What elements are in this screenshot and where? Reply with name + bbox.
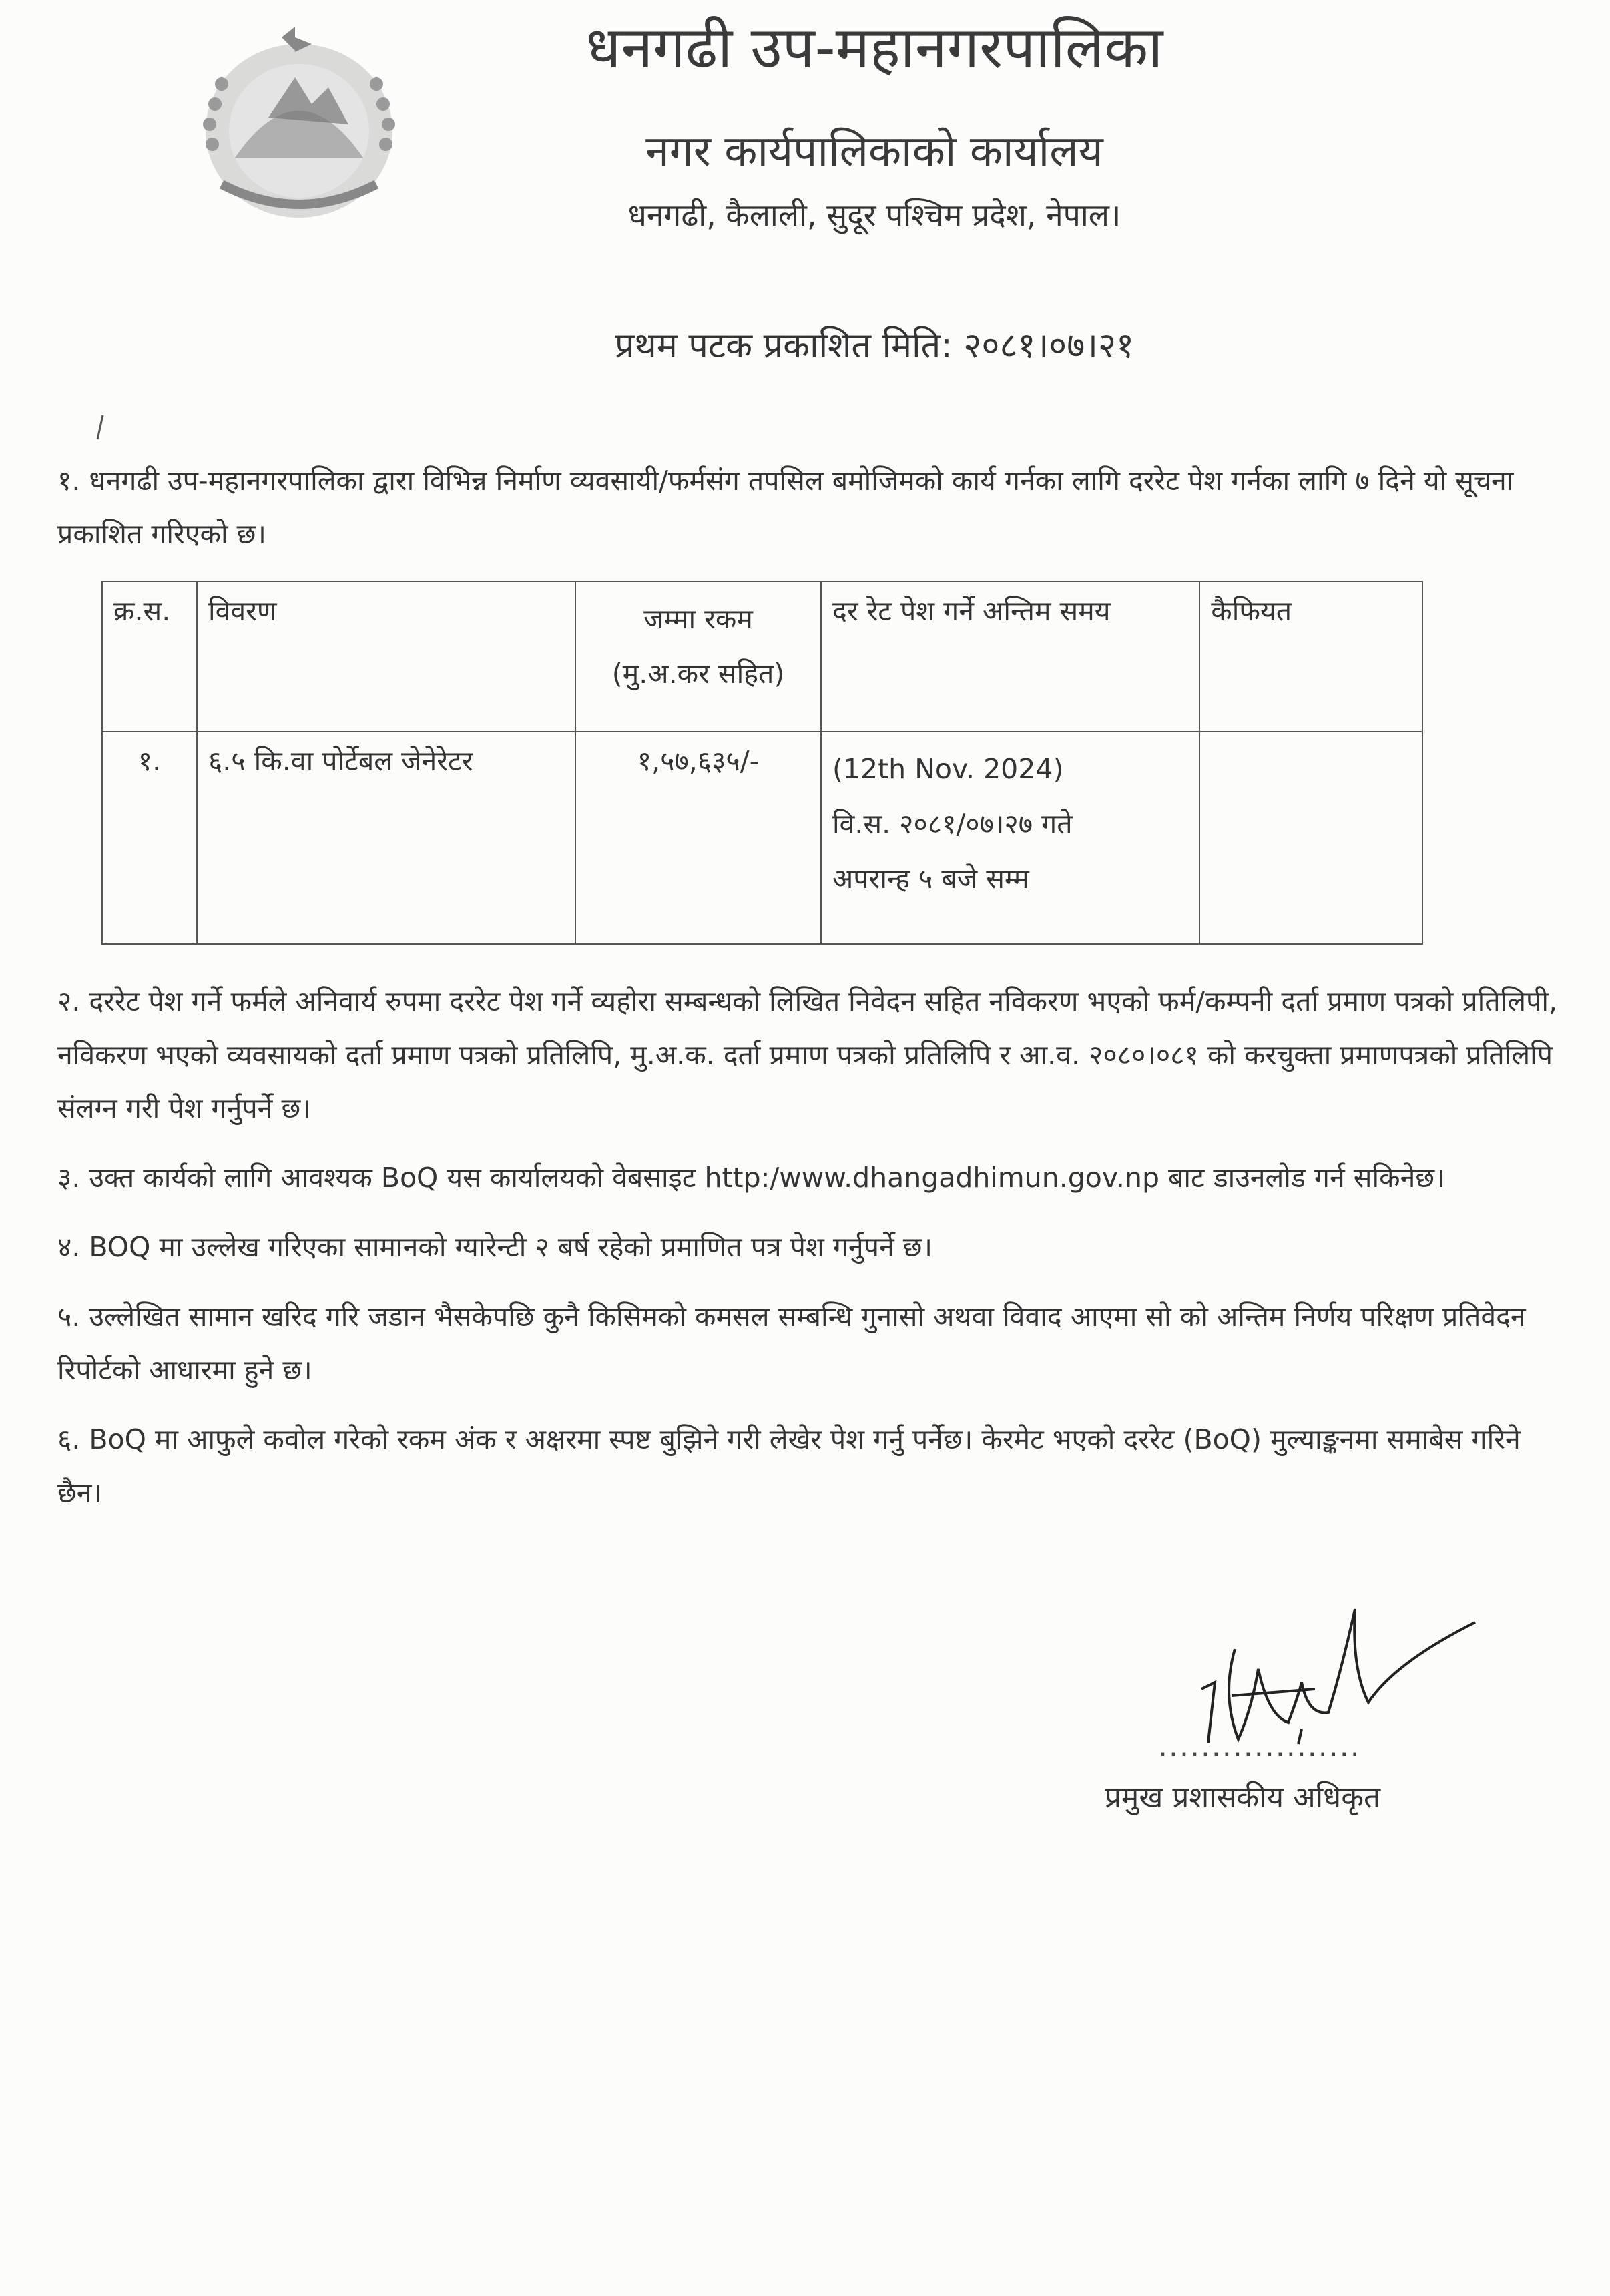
deadline-time: अपरान्ह ५ बजे सम्म (832, 863, 1029, 895)
deadline-english: (12th Nov. 2024) (832, 753, 1064, 785)
header-description: विवरण (197, 582, 575, 732)
intro-text: १. धनगढी उप-महानगरपालिका द्वारा विभिन्न निर्माण व्यवसायी/फर्मसंग तपसिल बमोजिमको कार्य गर्नका लागि दररेट पेश गर्नका लागि ७ दिने यो सूचना प्रकाशित गरिएको छ। (57, 465, 1514, 550)
condition-6: ६. BoQ मा आफुले कवोल गरेको रकम अंक र अक्षरमा स्पष्ट बुझिने गरी लेखेर पेश गर्नु पर्नेछ। केरमेट भएको दररेट (BoQ) मुल्याङ्कनमा समाबेस गरिने छैन। (57, 1423, 1521, 1509)
office-title: नगर कार्यपालिकाको कार्यालय (645, 127, 1103, 176)
table-row (102, 732, 1422, 944)
cell-remarks (1199, 732, 1422, 944)
pen-mark-icon (93, 414, 107, 441)
deadline-date: वि.स. २०८१/०७।२७ गते (832, 808, 1073, 840)
rate-table (101, 581, 1423, 945)
header-remarks: कैफियत (1199, 582, 1422, 732)
office-address: धनगढी, कैलाली, सुदूर पश्चिम प्रदेश, नेपाल। (627, 197, 1121, 233)
header-amount-note: (मु.अ.कर सहित) (611, 658, 785, 690)
signature-line: ................... (1158, 1729, 1361, 1763)
condition-5: ५. उल्लेखित सामान खरिद गरि जडान भैसकेपछि कुनै किसिमको कमसल सम्बन्धि गुनासो अथवा विवाद आएमा सो को अन्तिम निर्णय परिक्षण प्रतिवेदन रिपोर्टको आधारमा हुने छ। (57, 1301, 1526, 1386)
officer-title: प्रमुख प्रशासकीय अधिकृत (1105, 1781, 1381, 1815)
condition-4: ४. BOQ मा उल्लेख गरिएका सामानको ग्यारेन्टी २ बर्ष रहेको प्रमाणित पत्र पेश गर्नुपर्ने छ। (57, 1231, 933, 1263)
nepal-emblem-icon (195, 24, 403, 228)
cell-deadline (821, 732, 1199, 944)
intro-paragraph (57, 454, 1566, 561)
publication-date: प्रथम पटक प्रकाशित मिति: २०८१।०७।२१ (614, 326, 1135, 366)
municipality-title: धनगढी उप-महानगरपालिका (585, 15, 1163, 81)
header-amount-label: जम्मा रकम (643, 603, 753, 635)
condition-2: २. दररेट पेश गर्ने फर्मले अनिवार्य रुपमा दररेट पेश गर्ने व्यहोरा सम्बन्धको लिखित निवेदन सहित नविकरण भएको फर्म/कम्पनी दर्ता प्रमाण पत्रको प्रतिलिपी, नविकरण भएको व्यवसायको दर्ता प्रमाण पत्रको प्रतिलिपि, मु.अ.क. दर्ता प्रमाण पत्रको प्रतिलिपि र आ.व. २०८०।०८१ को करचुक्ता प्रमाणपत्रको प्रतिलिपि संलग्न गरी पेश गर्नुपर्ने छ। (57, 985, 1557, 1124)
cell-description: ६.५ कि.वा पोर्टेबल जेनेरेटर (197, 732, 575, 944)
header-deadline: दर रेट पेश गर्ने अन्तिम समय (821, 582, 1199, 732)
table-header-row (102, 582, 1422, 732)
condition-3: ३. उक्त कार्यको लागि आवश्यक BoQ यस कार्यालयको वेबसाइट http:/www.dhangadhimun.gov.np बाट डाउनलोड गर्न सकिनेछ। (57, 1162, 1445, 1194)
cell-amount: १,५७,६३५/- (575, 732, 821, 944)
cell-sn: १. (102, 732, 197, 944)
header-sn: क्र.स. (102, 582, 197, 732)
conditions-list (57, 975, 1566, 1520)
header-amount (575, 582, 821, 732)
